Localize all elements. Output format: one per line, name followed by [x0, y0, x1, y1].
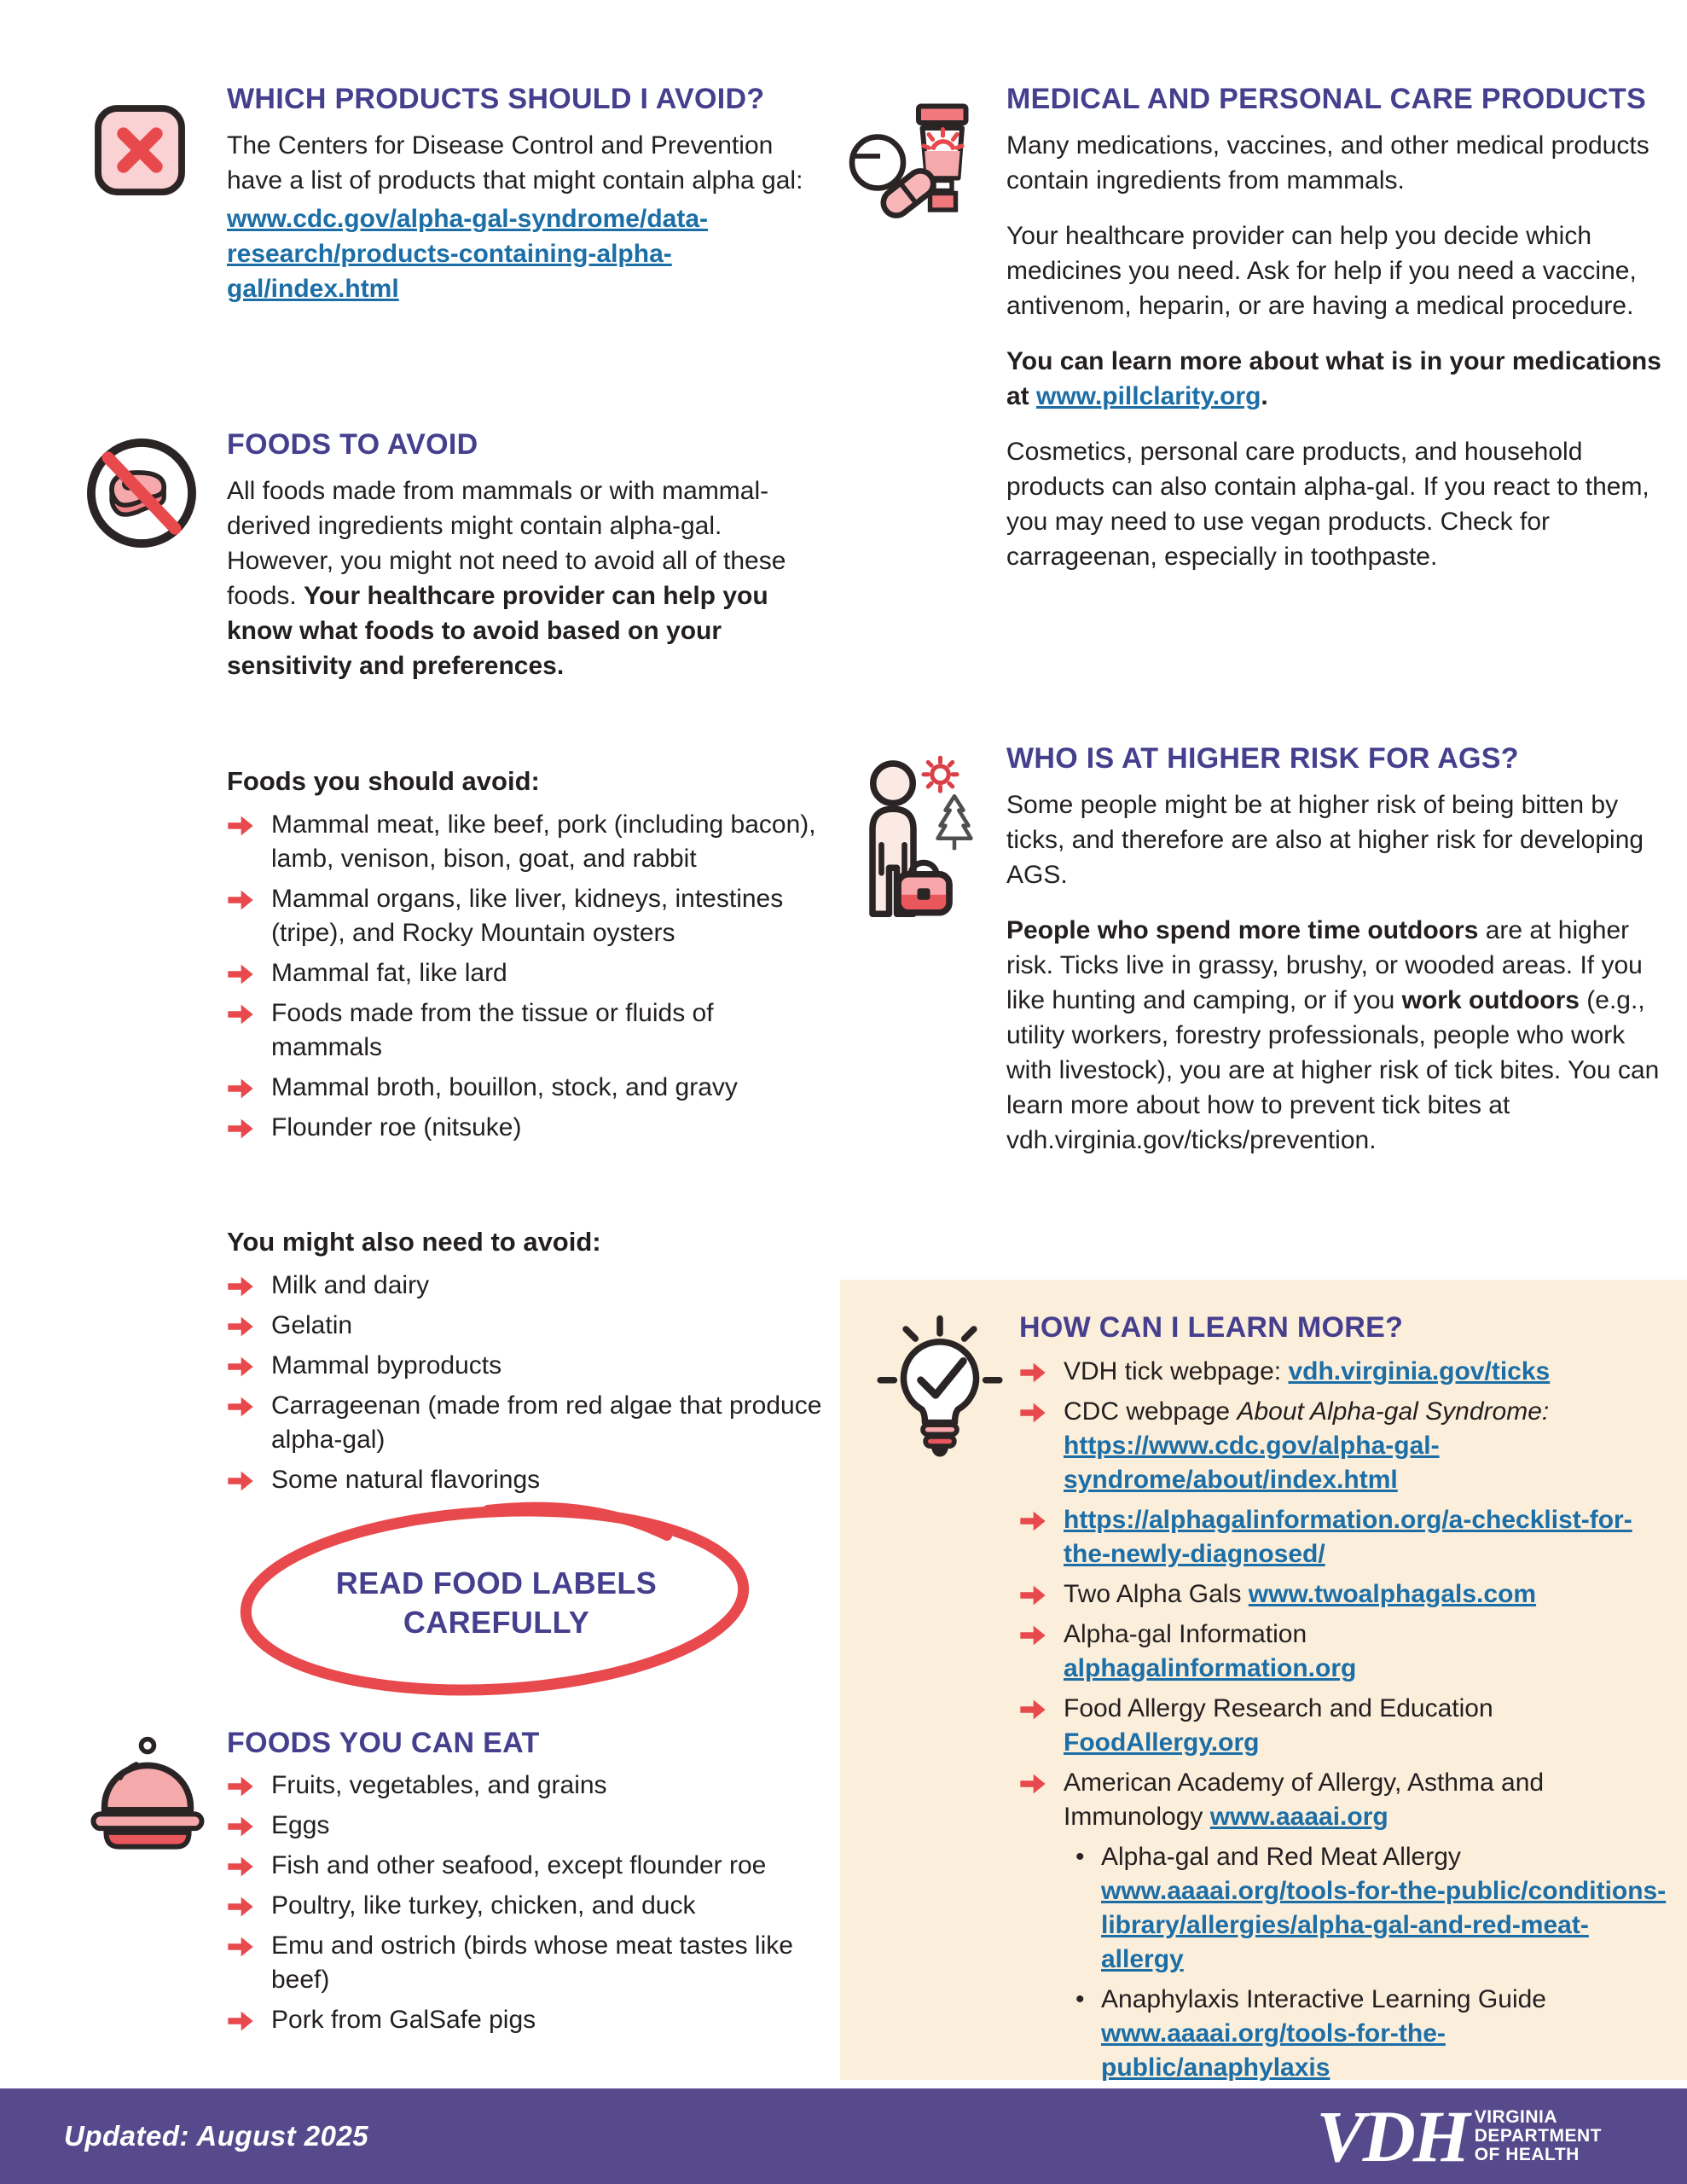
logo-line: VIRGINIA [1474, 2107, 1558, 2127]
list-heading: You might also need to avoid: [227, 1227, 601, 1257]
list-item-text [1064, 1692, 1493, 1760]
learn-more-box [840, 1280, 1687, 2080]
arrow-bullet-icon [227, 1117, 254, 1141]
list-heading: Foods you should avoid: [227, 766, 540, 796]
body-bold: Your healthcare provider can help you know what foods to avoid based on your sensitivity and preferences. [227, 582, 768, 680]
paragraph: Some people might be at higher risk of being bitten by ticks, and therefore are also at higher risk for developing AGS. [1006, 791, 1644, 889]
list-item [227, 1309, 824, 1343]
paragraph: Your healthcare provider can help you decide which medicines you need. Ask for help if you need a vaccine, antivenom, heparin, or are having a medical procedure. [1006, 222, 1637, 320]
list-item [1019, 1577, 1667, 1612]
vdh-logo [1316, 2095, 1602, 2177]
link-label: Anaphylaxis Interactive Learning Guide [1101, 1985, 1546, 2013]
paragraph [1006, 913, 1672, 1158]
bold-text: . [1261, 382, 1268, 410]
read-labels-text: READ FOOD LABELS CAREFULLY [335, 1565, 658, 1641]
arrow-bullet-icon [1019, 1509, 1046, 1533]
list-item [227, 1389, 824, 1457]
cdc-products-link[interactable]: www.cdc.gov/alpha-gal-syndrome/data-research/products-containing-alpha-gal/index.html [227, 205, 708, 303]
paragraph [1006, 344, 1672, 414]
link-label: Two Alpha Gals [1064, 1580, 1249, 1608]
sub-list-item [1075, 1840, 1667, 1977]
arrow-bullet-icon [227, 962, 254, 986]
sub-list-item-text [1101, 1840, 1667, 1977]
bold-text: People who spend more time outdoors [1006, 916, 1479, 944]
arrow-bullet-icon [227, 1355, 254, 1379]
body-regular: All foods made from mammals or with mammal-derived ingredients might contain alpha-gal. However, you might not need to avoid all of these foods. [227, 477, 786, 610]
arrow-bullet-icon [227, 1077, 254, 1101]
list-item-text: Some natural flavorings [271, 1466, 541, 1494]
list-item-text: Fruits, vegetables, and grains [271, 1771, 607, 1799]
alphagalinformation-link[interactable]: alphagalinformation.org [1064, 1654, 1357, 1682]
footer-bar [0, 2088, 1687, 2184]
link-label: CDC webpage [1064, 1397, 1238, 1426]
list-item [227, 1889, 826, 1923]
arrow-bullet-icon [227, 1895, 254, 1919]
aaaai-link[interactable]: www.aaaai.org [1209, 1803, 1388, 1831]
list-item-text: Mammal broth, bouillon, stock, and gravy [271, 1073, 738, 1101]
list-item [227, 1809, 826, 1843]
list-item [1019, 1766, 1667, 2091]
arrow-bullet-icon [1019, 1698, 1046, 1722]
section-title: FOODS YOU CAN EAT [227, 1727, 540, 1759]
list-item [1019, 1395, 1667, 1497]
medical-products-section [840, 81, 1672, 595]
list-item-text: Mammal byproducts [271, 1351, 502, 1380]
list-item [227, 996, 824, 1065]
arrow-bullet-icon [227, 1774, 254, 1798]
foodallergy-link[interactable]: FoodAllergy.org [1064, 1728, 1260, 1757]
list-item-text: Pork from GalSafe pigs [271, 2006, 536, 2034]
arrow-bullet-icon [227, 1315, 254, 1339]
list-item-text: Carrageenan (made from red algae that produce alpha-gal) [271, 1391, 822, 1454]
list-item [227, 808, 824, 876]
foods-should-avoid-list [227, 764, 824, 1151]
arrow-bullet-icon [1019, 1583, 1046, 1607]
section-title: WHO IS AT HIGHER RISK FOR AGS? [1006, 742, 1519, 775]
body-regular: (e.g., utility workers, forestry professionals, people who work with livestock), you are at higher risk of tick bites. You can learn more about how to prevent tick bites at vdh.virginia.gov/ticks/prevention. [1006, 986, 1660, 1154]
arrow-bullet-icon [1019, 1623, 1046, 1647]
list-item [227, 1269, 824, 1303]
vdh-logo-letters: VDH [1316, 2095, 1468, 2177]
logo-line: OF HEALTH [1474, 2145, 1580, 2164]
list-item [227, 1349, 824, 1383]
list-item-text: Fish and other seafood, except flounder roe [271, 1851, 767, 1879]
section-body: The Centers for Disease Control and Prevention have a list of products that might contain alpha gal: [227, 131, 803, 195]
vdh-logo-subtext [1475, 2108, 1602, 2164]
medications-icon [842, 96, 983, 229]
list-item-text: Emu and ostrich (birds whose meat tastes like beef) [271, 1931, 793, 1994]
list-item-text [1064, 1577, 1536, 1612]
arrow-bullet-icon [227, 1815, 254, 1838]
list-item [1019, 1503, 1667, 1571]
list-item [1019, 1355, 1667, 1389]
list-item-text [1064, 1355, 1550, 1389]
section-title: MEDICAL AND PERSONAL CARE PRODUCTS [1006, 83, 1647, 115]
link-label: American Academy of Allergy, Asthma and Immunology [1064, 1769, 1545, 1831]
link-label: Food Allergy Research and Education [1064, 1694, 1493, 1722]
arrow-bullet-icon [227, 814, 254, 838]
list-item [1019, 1618, 1667, 1686]
aaaai-anaphylaxis-link[interactable]: www.aaaai.org/tools-for-the-public/anaphylaxis [1101, 2019, 1446, 2082]
arrow-bullet-icon [227, 1002, 254, 1026]
list-item [227, 956, 824, 990]
arrow-bullet-icon [227, 1855, 254, 1879]
list-item-text: Eggs [271, 1811, 330, 1839]
twoalphagals-link[interactable]: www.twoalphagals.com [1248, 1580, 1537, 1608]
list-item-text: Poultry, like turkey, chicken, and duck [271, 1891, 696, 1920]
foods-can-eat-section [92, 1725, 826, 2043]
food-cloche-icon [84, 1734, 212, 1855]
read-labels-callout [232, 1491, 761, 1706]
list-item [227, 882, 824, 950]
aaaai-redmeat-link[interactable]: www.aaaai.org/tools-for-the-public/conditions-library/allergies/alpha-gal-and-red-meat-allergy [1101, 1877, 1667, 1973]
paragraph: Cosmetics, personal care products, and household products can also contain alpha-gal. If you react to them, you may need to use vegan products. Check for carrageenan, especially in toothpaste. [1006, 438, 1649, 571]
arrow-bullet-icon [227, 2009, 254, 2033]
dot-bullet-icon: • [1075, 1985, 1085, 2013]
section-title: FOODS TO AVOID [227, 428, 478, 461]
list-item-text: Mammal organs, like liver, kidneys, intestines (tripe), and Rocky Mountain oysters [271, 885, 784, 947]
might-avoid-list [227, 1224, 824, 1503]
which-products-section [92, 81, 824, 306]
person-outdoors-icon [847, 752, 975, 936]
arrow-bullet-icon [227, 1469, 254, 1493]
list-item-text [1064, 1766, 1667, 2091]
list-item-text [1064, 1503, 1667, 1571]
bold-text: You can learn more about what is in your medications at [1006, 347, 1661, 410]
arrow-bullet-icon [1019, 1772, 1046, 1796]
checklist-link[interactable]: https://alphagalinformation.org/a-checklist-for-the-newly-diagnosed/ [1064, 1506, 1632, 1568]
list-item-text: Gelatin [271, 1311, 353, 1339]
link-label: Alpha-gal and Red Meat Allergy [1101, 1843, 1461, 1871]
list-item-text: Mammal fat, like lard [271, 959, 507, 987]
paragraph: Many medications, vaccines, and other medical products contain ingredients from mammals. [1006, 131, 1649, 195]
arrow-bullet-icon [227, 888, 254, 912]
link-label: VDH tick webpage: [1064, 1357, 1289, 1385]
list-item [227, 1071, 824, 1105]
updated-date: Updated: August 2025 [64, 2120, 369, 2152]
no-meat-icon [82, 433, 201, 553]
list-item-text: Mammal meat, like beef, pork (including bacon), lamb, venison, bison, goat, and rabbit [271, 810, 816, 873]
higher-risk-section [840, 741, 1672, 1178]
dot-bullet-icon: • [1075, 1843, 1085, 1871]
section-title: HOW CAN I LEARN MORE? [1019, 1311, 1404, 1344]
list-item [1019, 1692, 1667, 1760]
italic-title: About Alpha-gal Syndrome: [1237, 1397, 1550, 1426]
list-item-text [1064, 1395, 1667, 1497]
list-item-text: Milk and dairy [271, 1271, 430, 1299]
arrow-bullet-icon [227, 1935, 254, 1959]
section-title: WHICH PRODUCTS SHOULD I AVOID? [227, 83, 765, 115]
list-item [227, 1769, 826, 1803]
section-body [227, 473, 824, 683]
list-item-text: Foods made from the tissue or fluids of mammals [271, 999, 714, 1061]
lightbulb-check-icon [876, 1312, 1004, 1467]
list-item [227, 2003, 826, 2037]
arrow-bullet-icon [227, 1395, 254, 1419]
link-label: Alpha-gal Information [1064, 1620, 1307, 1648]
logo-line: DEPARTMENT [1474, 2126, 1602, 2146]
body-regular: are at higher risk. Ticks live in grassy, brushy, or wooded areas. If you like hunting and camping, or if you [1006, 916, 1643, 1014]
arrow-bullet-icon [1019, 1361, 1046, 1385]
foods-to-avoid-section [92, 427, 824, 704]
vdh-ticks-link[interactable]: vdh.virginia.gov/ticks [1288, 1357, 1551, 1385]
x-square-icon [92, 100, 188, 200]
list-item [227, 1111, 824, 1145]
list-item [227, 1849, 826, 1883]
list-item-text [1064, 1618, 1356, 1686]
arrow-bullet-icon [227, 1275, 254, 1298]
bold-text: work outdoors [1401, 986, 1580, 1014]
list-item [227, 1929, 826, 1997]
arrow-bullet-icon [1019, 1401, 1046, 1425]
pillclarity-link[interactable]: www.pillclarity.org [1036, 382, 1261, 410]
sub-list-item [1075, 1983, 1667, 2085]
sub-list-item-text [1101, 1983, 1667, 2085]
list-item-text: Flounder roe (nitsuke) [271, 1113, 522, 1141]
cdc-about-link[interactable]: https://www.cdc.gov/alpha-gal-syndrome/about/index.html [1064, 1432, 1440, 1494]
